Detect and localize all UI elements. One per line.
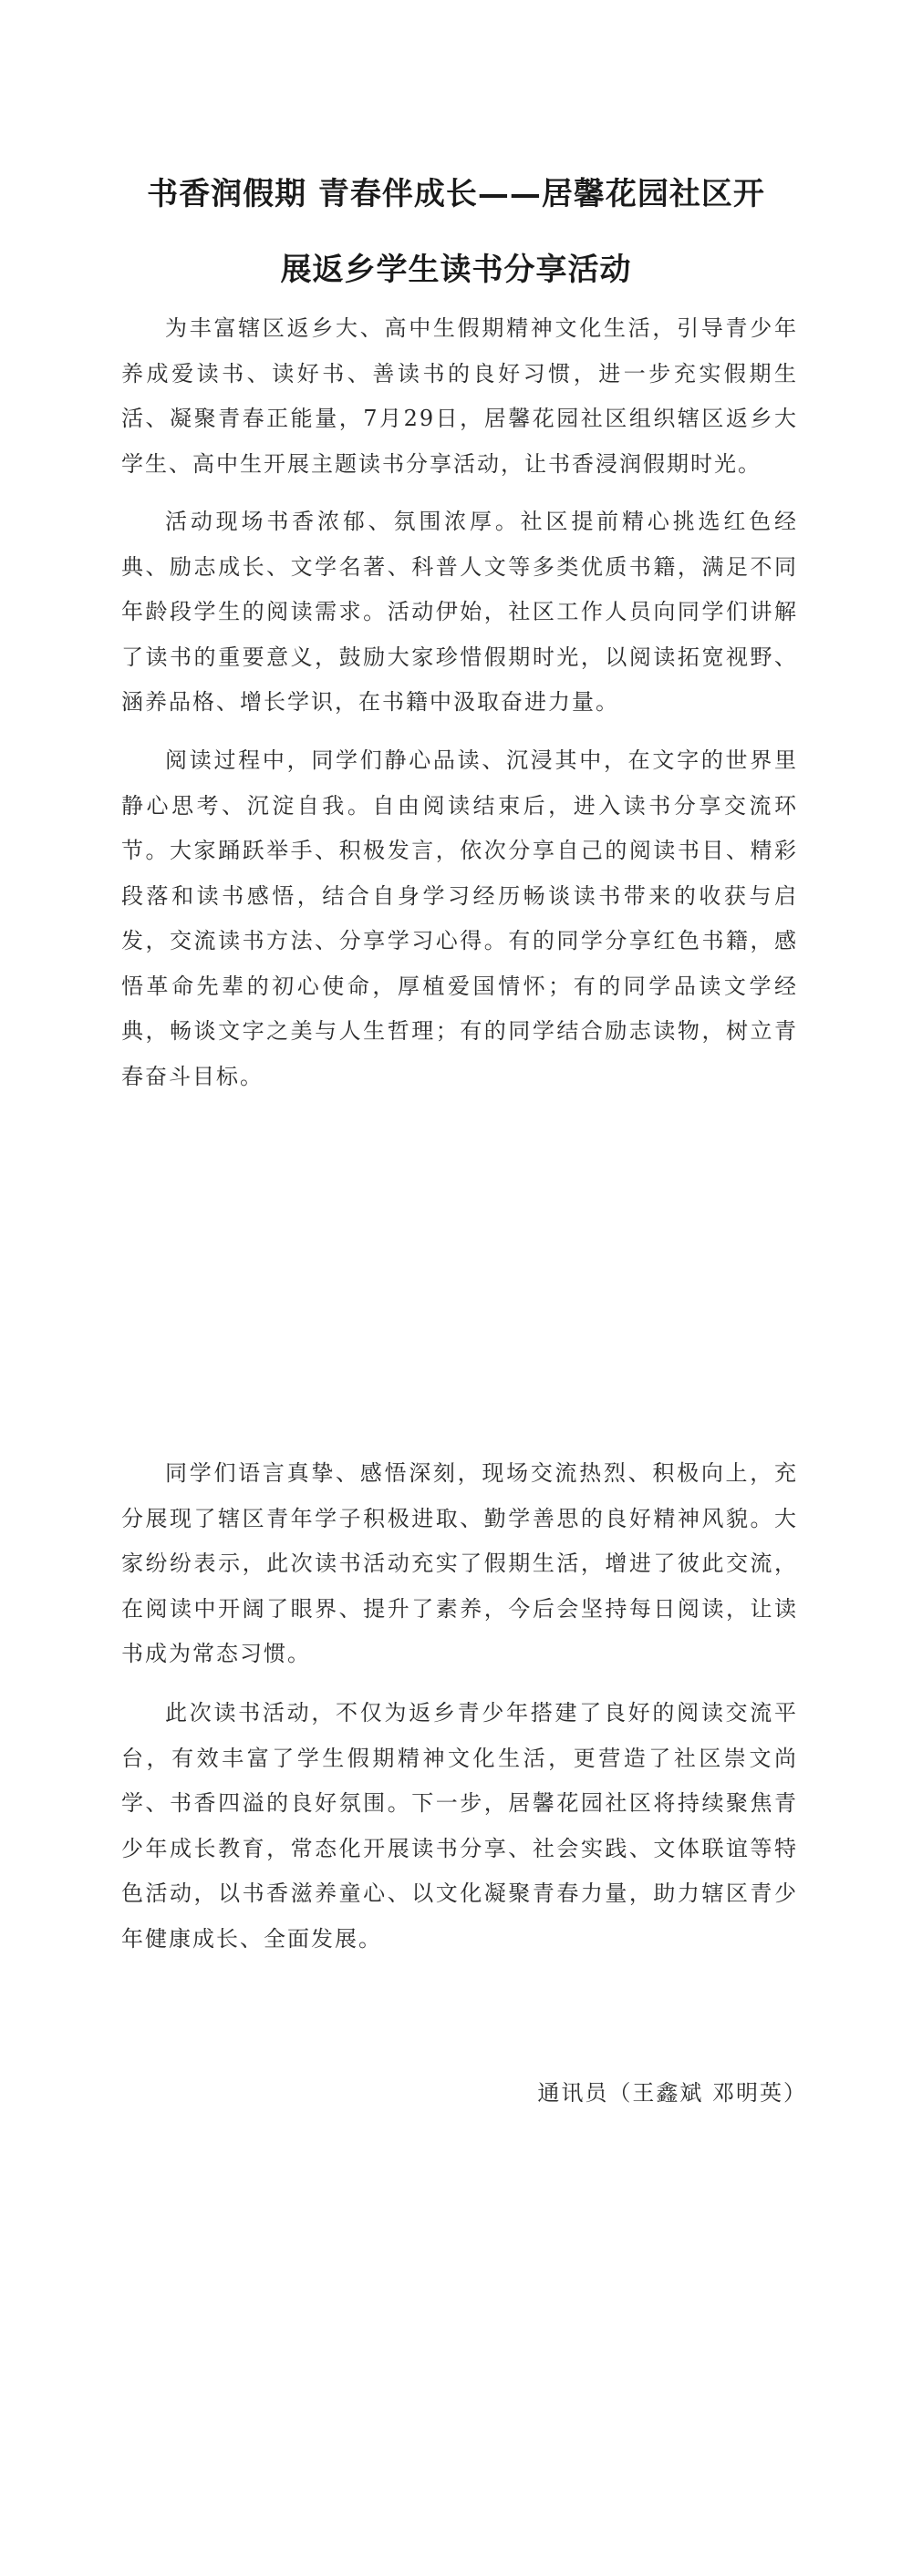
article-paragraph-conclusion: 此次读书活动，不仅为返乡青少年搭建了良好的阅读交流平台，有效丰富了学生假期精神文化生活，更营造了社区崇文尚学、书香四溢的良好氛围。下一步，居馨花园社区将持续聚焦青少年成长教育，常态化开展读书分享、社会实践、文体联谊等特色活动，以书香滋养童心、以文化凝聚青春力量，助力辖区青少年健康成长、全面发展。: [121, 1700, 798, 1952]
article-title-line-1: 书香润假期 青春伴成长——居馨花园社区开: [147, 176, 765, 212]
article-paragraph-reading: 阅读过程中，同学们静心品读、沉浸其中，在文字的世界里静心思考、沉淀自我。自由阅读结束后，进入读书分享交流环节。大家踊跃举手、积极发言，依次分享自己的阅读书目、精彩段落和读书感悟，结合自身学习经历畅谈读书带来的收获与启发，交流读书方法、分享学习心得。有的同学分享红色书籍，感悟革命先辈的初心使命，厚植爱国情怀；有的同学品读文学经典，畅谈文字之美与人生哲理；有的同学结合励志读物，树立青春奋斗目标。: [121, 747, 798, 1089]
article-byline: 通讯员（王鑫斌 邓明英）: [537, 2080, 807, 2106]
article-title-line-2: 展返乡学生读书分享活动: [280, 252, 632, 288]
article-paragraph-intro: 为丰富辖区返乡大、高中生假期精神文化生活，引导青少年养成爱读书、读好书、善读书的良好习惯，进一步充实假期生活、凝聚青春正能量，7月29日，居馨花园社区组织辖区返乡大学生、高中生开展主题读书分享活动，让书香浸润假期时光。: [121, 315, 798, 477]
article-paragraph-feedback: 同学们语言真挚、感悟深刻，现场交流热烈、积极向上，充分展现了辖区青年学子积极进取、勤学善思的良好精神风貌。大家纷纷表示，此次读书活动充实了假期生活，增进了彼此交流，在阅读中开阔了眼界、提升了素养，今后会坚持每日阅读，让读书成为常态习惯。: [121, 1460, 798, 1666]
article-paragraph-scene: 活动现场书香浓郁、氛围浓厚。社区提前精心挑选红色经典、励志成长、文学名著、科普人文等多类优质书籍，满足不同年龄段学生的阅读需求。活动伊始，社区工作人员向同学们讲解了读书的重要意义，鼓励大家珍惜假期时光，以阅读拓宽视野、涵养品格、增长学识，在书籍中汲取奋进力量。: [121, 509, 798, 715]
